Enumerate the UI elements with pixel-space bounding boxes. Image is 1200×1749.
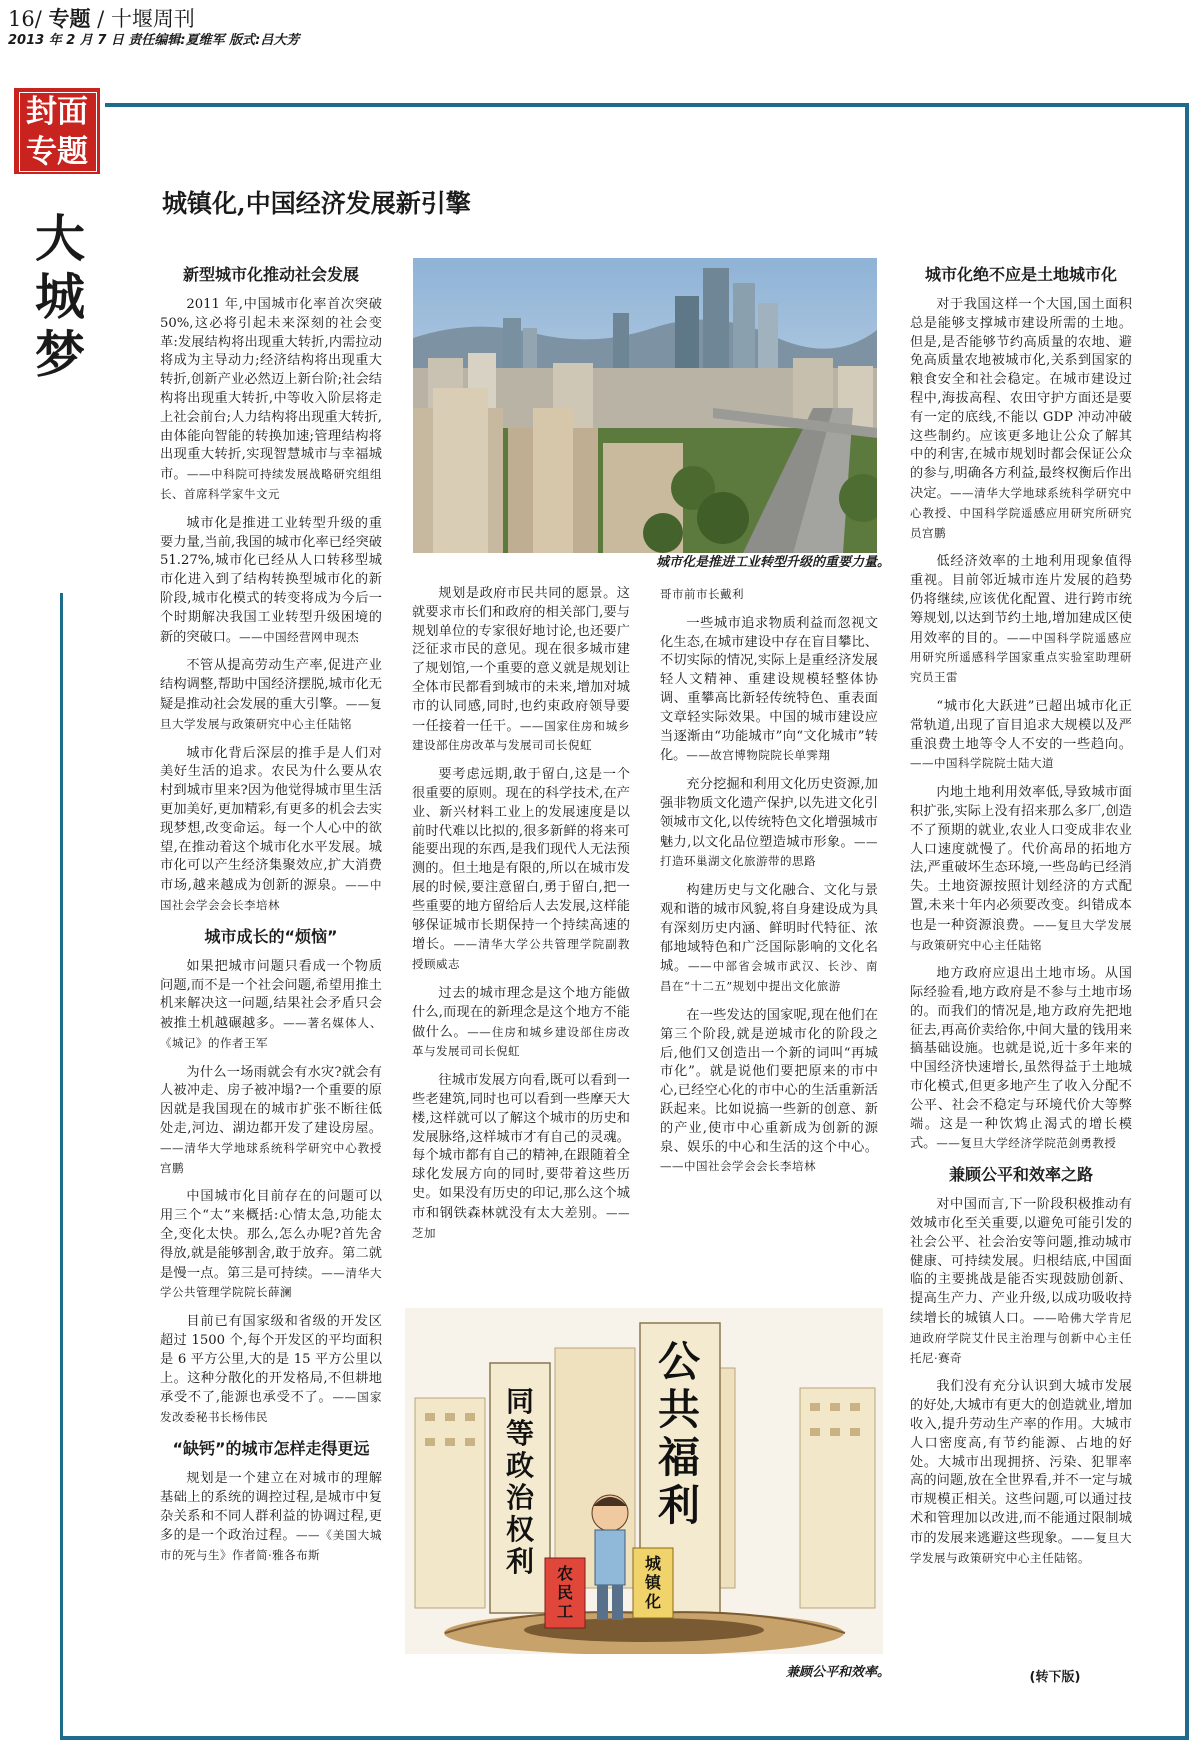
paragraph-text: 规划是政府市民共同的愿景。这就要求市长们和政府的相关部门,要与规划单位的专家很好地讨论,也还要广泛征求市民的意见。现在很多城市建了规划馆,一个重要的意义就是规划让全体市民都看到城市的未来,增加对城市的认同感,同时,也约束政府领导要一任接着一任干。 <box>412 586 630 734</box>
paragraph-text: 一些城市追求物质利益而忽视文化生态,在城市建设中存在盲目攀比、不切实际的情况,实际上是重经济发展轻人文精神、重建设规模轻整体协调、重攀高比新轻传统特色、重表面文章轻实际效果。中国的城市建设应当逐渐由“功能城市”向“文化城市”转化。 <box>660 615 878 764</box>
quote-source: ——著名媒体人、《城记》的作者王军 <box>160 1016 383 1050</box>
paragraph <box>412 766 630 975</box>
badge-inner-border <box>19 92 97 172</box>
paragraph-text: 地方政府应退出土地市场。从国际经验看,地方政府是不参与土地市场的。而我们的情况是,地方政府先把地征去,再高价卖给你,中间大量的钱用来搞基础设施。也就是说,近十多年来的中国经济快速增长,虽然得益于土地城市化模式,但更多地产生了收入分配不公平、社会不稳定与环境代价大等弊端。这是一种饮鸩止渴式的增长模式。 <box>910 966 1132 1152</box>
subhead-fairness-efficiency: 兼顾公平和效率之路 <box>948 1165 1093 1185</box>
subhead-calcium-deficient-city: “缺钙”的城市怎样走得更远 <box>172 1439 370 1459</box>
subhead-new-urbanization: 新型城市化推动社会发展 <box>182 265 359 284</box>
paragraph <box>160 958 382 1054</box>
quote-source: ——中科院可持续发展战略研究组组长、首席科学家牛文元 <box>160 467 382 501</box>
paragraph-text: 内地土地利用效率低,导致城市面积扩张,实际上没有招来那么多厂,创造不了预期的就业,农业人口变成非农业人口速度就慢了。代价高昂的拓地方法,严重破坏生态环境,一些岛屿已经消失。土地资源按照计划经济的方式配置,未来十年内必须要改变。纠错成本也是一种资源浪费。 <box>910 785 1132 933</box>
city-skyline-photo <box>413 258 877 553</box>
quote-source: ——国家发改委秘书长杨伟民 <box>160 1390 382 1425</box>
paragraph <box>412 1072 630 1243</box>
masthead-title <box>8 6 408 32</box>
paragraph-text: 中国城市化目前存在的问题可以用三个“太”来概括:心情太急,功能太全,变化太快。那么,怎么办呢?首先舍得放,就是能够割舍,敢于放弃。第二就是慢一点。第三是可持续。 <box>160 1189 382 1281</box>
paragraph <box>160 1064 382 1179</box>
paragraph <box>660 615 878 766</box>
quote-source: ——中国经营网申现杰 <box>239 629 360 644</box>
frame-left-border <box>60 593 63 1740</box>
quote-source: ——中国科学院遥感应用研究所遥感科学国家重点实验室助理研究员王雷 <box>910 630 1133 685</box>
quote-source: ——清华大学公共管理学院副教授顾威志 <box>412 937 631 972</box>
quote-source: ——复旦大学发展与政策研究中心主任陆铭。 <box>910 1530 1132 1565</box>
quote-source: ——清华大学地球系统科学研究中心教授、中国科学院遥感应用研究所研究员宫鹏 <box>910 485 1133 540</box>
quote-source: ——哈佛大学肯尼迪政府学院艾什民主治理与创新中心主任托尼·赛奇 <box>910 1311 1133 1365</box>
badge-line2: 专题 <box>26 134 88 170</box>
cartoon-illustration <box>405 1308 883 1654</box>
paragraph-text: 不管从提高劳动生产率,促进产业结构调整,帮助中国经济摆脱,城市化无疑是推动社会发展的重大引擎。 <box>160 658 382 712</box>
city-skyline-illustration <box>413 258 877 553</box>
continued-next-page: (转下版) <box>1029 1670 1081 1685</box>
quote-source: ——清华大学地球系统科学研究中心教授宫鹏 <box>160 1140 382 1175</box>
paragraph-text: “城市化大跃进”已超出城市化正常轨道,出现了盲目追求大规模以及严重浪费土地等令人不安的一些趋向。 <box>910 698 1132 752</box>
paragraph <box>160 515 382 648</box>
quote-source: ——国家住房和城乡建设部住房改革与发展司司长倪虹 <box>412 718 631 753</box>
sign-migrant-workers: 农民工 <box>556 1564 573 1621</box>
section-name: 专题 <box>48 7 91 31</box>
vertical-title-char: 梦 <box>35 325 85 384</box>
paragraph-text: 2011 年,中国城市化率首次突破 50%,这必将引起未来深刻的社会变革:发展结构将出现重大转折,内需拉动将成为主导动力;经济结构将出现重大转折,创新产业必然迈上新台阶;社会结构将出现重大转折,中等收入阶层将走上社会前台;人力结构将出现重大转折,由体能向智能的转换加速;管理结构将出现重大转折,实现智慧城市与幸福城市。 <box>160 297 382 483</box>
paragraph <box>910 965 1132 1154</box>
quote-source: ——清华大学公共管理学院院长薛澜 <box>160 1265 382 1300</box>
paragraph-text: 对中国而言,下一阶段积极推动有效城市化至关重要,以避免可能引发的社会公平、社会治安等问题,推动城市健康、可持续发展。归根结底,中国面临的主要挑战是能否实现鼓励创新、提高生产力、产业升级,以成功吸收持续增长的城镇人口。 <box>910 1197 1132 1327</box>
paragraph-text: 对于我国这样一个大国,国土面积总是能够支撑城市建设所需的土地。但是,是否能够节约高质量的农地、避免高质量农地被城市化,关系到国家的粮食安全和社会稳定。在城市建设过程中,海拔高程、农田守护方面还是要有一定的底线,不能以 GDP 冲动冲破这些制约。应该更多地让公众了解其中的利害,在城市规划时都会保证公众的参与,明确各方利益,最终权衡后作出决定。 <box>910 297 1132 501</box>
quote-source: ——复旦大学发展与政策研究中心主任陆铭 <box>910 917 1133 952</box>
date-editors: 2013 年 2 月 7 日 责任编辑:夏维军 版式:吕大芳 <box>8 33 300 48</box>
subhead-city-troubles: 城市成长的“烦恼” <box>204 926 338 946</box>
paragraph <box>160 1188 382 1303</box>
paragraph-text: 城市化是推进工业转型升级的重要力量,当前,我国的城市化率已经突破 51.27%,城市化已经从人口转移型城市化进入到了结构转换型城市化的新阶段,城市化模式的转变将成为今后一个时期解决我国工业转型升级困境的新的突破口。 <box>160 515 382 645</box>
paragraph-text: 城市化背后深层的推手是人们对美好生活的追求。农民为什么要从农村到城市里来?因为他觉得城市里生活更加美好,更加精彩,有更多的机会去实现梦想,改变命运。每一个人心中的欲望,在推动着这个城市化水平发展。城市化可以产生经济集聚效应,扩大消费市场,越来越成为创新的源泉。 <box>160 745 382 894</box>
quote-source: ——中国社会学会会长李培林 <box>660 1159 816 1174</box>
paragraph <box>910 698 1132 774</box>
quote-source: ——故宫博物院院长单霁翔 <box>686 748 831 763</box>
masthead-separator: / <box>97 7 105 31</box>
photo-caption: 城市化是推进工业转型升级的重要力量。 <box>655 555 890 570</box>
paragraph <box>910 1196 1132 1368</box>
quote-source: ——打造环巢湖文化旅游带的思路 <box>660 834 878 869</box>
main-headline: 城镇化,中国经济发展新引擎 <box>162 189 471 218</box>
page-number: 16/ <box>8 7 42 31</box>
banner-public-welfare: 公共福利 <box>657 1337 700 1530</box>
article-column-1 <box>160 262 382 1576</box>
paragraph-text: 充分挖掘和利用文化历史资源,加强非物质文化遗产保护,以先进文化引领城市文化,以传统特色文化增强城市魅力,以文化品位塑造城市形象。 <box>660 777 878 850</box>
quote-source: ——中国科学院院士陆大道 <box>910 756 1054 771</box>
frame-right-border <box>1185 103 1189 1740</box>
quote-source: ——复旦大学经济学院范剑勇教授 <box>936 1136 1117 1151</box>
paragraph <box>660 882 878 997</box>
publication-name: 十堰周刊 <box>110 7 195 31</box>
paragraph <box>412 585 630 756</box>
paragraph <box>910 553 1132 688</box>
badge-line1: 封面 <box>26 94 88 130</box>
frame-bottom-border <box>60 1736 1189 1740</box>
paragraph-text: 要考虑远期,敢于留白,这是一个很重要的原则。现在的科学技术,在产业、新兴材料工业上的发展速度是以前时代难以比拟的,很多新鲜的将来可能要出现的东西,是我们现代人无法预测的。但土地是有限的,所以在城市发展的时候,要注意留白,勇于留白,把一些重要的地方留给后人去发展,这样能够保证城市长期保持一个持续高速的增长。 <box>412 767 630 953</box>
paragraph-text: 低经济效率的土地利用现象值得重视。目前邻近城市连片发展的趋势仍将继续,应该优化配置、进行跨市统筹规划,以达到节约土地,增加建成区使用效率的目的。 <box>910 554 1132 646</box>
paragraph-text: 过去的城市理念是这个地方能做什么,而现在的新理念是这个地方不能做什么。 <box>412 985 630 1040</box>
paragraph-text: 如果把城市问题只看成一个物质问题,而不是一个社会问题,希望用推土机来解决这一问题,结果社会矛盾只会被推土机越碾越多。 <box>160 958 382 1032</box>
vertical-title <box>32 210 88 384</box>
banner-equal-political-rights: 同等政治权利 <box>505 1385 534 1578</box>
quote-source: 哥市前市长戴利 <box>660 587 744 601</box>
paragraph <box>160 1313 382 1428</box>
paragraph <box>412 985 630 1062</box>
frame-top-border <box>105 103 1189 107</box>
paragraph <box>660 585 878 605</box>
paragraph-text: 目前已有国家级和省级的开发区超过 1500 个,每个开发区的平均面积是 6 平方公里,大的是 15 平方公里以上。这种分散化的开发格局,不但耕地承受不了,能源也承受不了。 <box>160 1314 382 1406</box>
cartoon-caption: 兼顾公平和效率。 <box>785 1665 890 1680</box>
vertical-title-char: 城 <box>35 267 85 326</box>
quote-source: ——住房和城乡建设部住房改革与发展司司长倪虹 <box>412 1024 631 1059</box>
quote-source: ——复旦大学发展与政策研究中心主任陆铭 <box>160 696 383 731</box>
paragraph <box>160 296 382 505</box>
masthead <box>8 6 408 50</box>
article-column-4 <box>910 262 1132 1578</box>
paragraph-text: 为什么一场雨就会有水灾?就会有人被冲走、房子被冲塌?一个重要的原因就是我国现在的城市扩张不断往低处走,河边、湖边都开发了建设房屋。 <box>160 1064 382 1137</box>
paragraph <box>910 1378 1132 1568</box>
vertical-title-char: 大 <box>35 209 85 268</box>
paragraph <box>660 1007 878 1177</box>
paragraph-text: 我们没有充分认识到大城市发展的好处,大城市有更大的创造就业,增加收入,提升劳动生产率的作用。大城市人口密度高,有节约能源、占地的好处。大城市出现拥挤、污染、犯罪率高的问题,放在全世界看,并不一定与城市规模正相关。这些问题,可以通过技术和管理加以改进,而不能通过限制城市的发展来逃避这些现象。 <box>910 1379 1132 1546</box>
article-column-2 <box>412 585 630 1253</box>
paragraph-text: 往城市发展方向看,既可以看到一些老建筑,同时也可以看到一些摩天大楼,这样就可以了解这个城市的历史和发展脉络,这样城市才有自己的灵魂。每个城市都有自己的精神,在跟随着全球化发展方向的同时,要带着这些历史。如果没有历史的印记,那么这个城市和钢铁森林就没有太大差别。 <box>412 1073 630 1221</box>
cover-topic-badge <box>14 88 100 174</box>
quote-source: ——《美国大城市的死与生》作者简·雅各布斯 <box>160 1528 383 1563</box>
paragraph <box>910 784 1132 955</box>
quote-source: ——中国社会学会会长李培林 <box>160 878 382 912</box>
paragraph-text: 构建历史与文化融合、文化与景观和谐的城市风貌,将自身建设成为具有深刻历史内涵、鲜明时代特征、浓郁地域特色和广泛国际影响的文化名城。 <box>660 883 878 975</box>
paragraph-text: 在一些发达的国家呢,现在他们在第三个阶段,就是逆城市化的阶段之后,他们又创造出一个新的词叫“再城市化”。就是说他们要把原来的市中心,已经空心化的市中心的生活重新活跃起来。比如说搞一些新的创意、新的产业,使市中心重新成为创新的源泉、娱乐的中心和生活的这个中心。 <box>660 1007 878 1155</box>
paragraph <box>160 745 382 916</box>
article-column-3 <box>660 585 878 1187</box>
paragraph <box>660 776 878 872</box>
quote-source: ——中部省会城市武汉、长沙、南昌在“十二五”规划中提出文化旅游 <box>660 959 879 994</box>
paragraph <box>160 657 382 734</box>
sign-urbanization: 城镇化 <box>644 1554 661 1611</box>
quote-source: ——芝加 <box>412 1205 630 1240</box>
paragraph-text: 规划是一个建立在对城市的理解基础上的系统的调控过程,是城市中复杂关系和不同人群利益的协调过程,更多的是一个政治过程。 <box>160 1471 382 1544</box>
paragraph <box>910 296 1132 543</box>
paragraph <box>160 1470 382 1566</box>
subhead-not-land-urbanization: 城市化绝不应是土地城市化 <box>924 265 1117 284</box>
